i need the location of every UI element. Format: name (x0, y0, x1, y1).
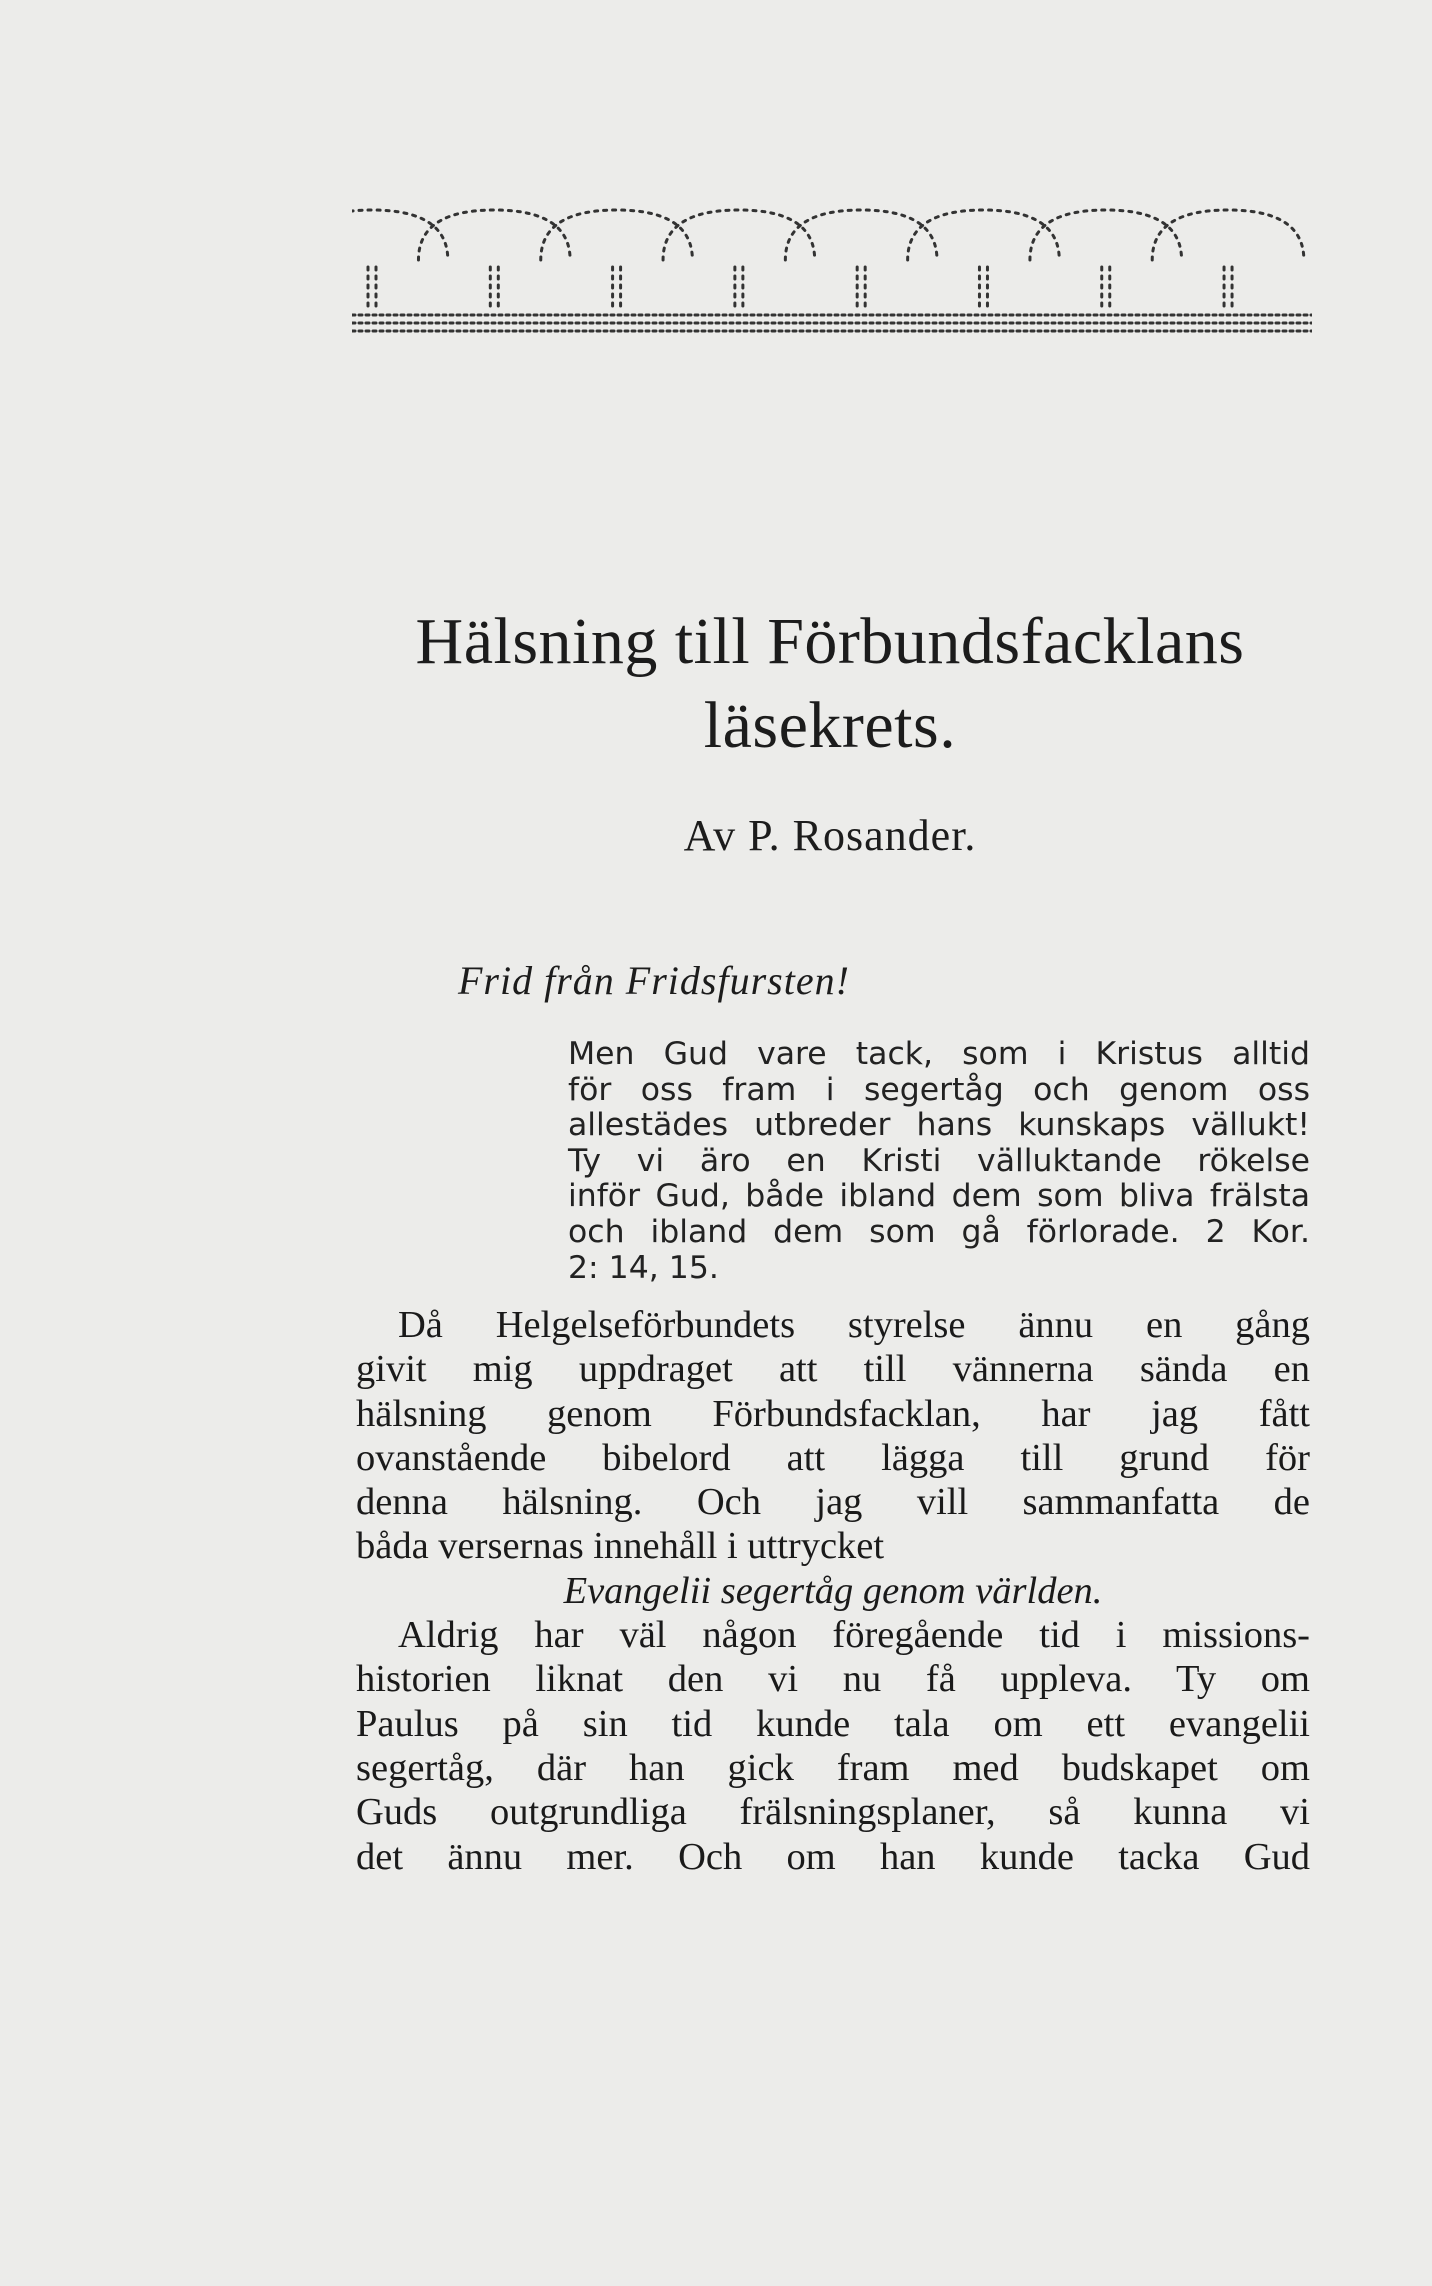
article-title-line-2: läsekrets. (703, 689, 957, 762)
scripture-line: allestädes utbreder hans kunskaps vällukt! (568, 1107, 1310, 1144)
body-line: Guds outgrundliga frälsningsplaner, så kunna vi (356, 1791, 1310, 1834)
ornament-stem (1102, 267, 1110, 310)
body-line: hälsning genom Förbundsfacklan, har jag fått (356, 1392, 1310, 1435)
body-line: denna hälsning. Och jag vill sammanfatta de (356, 1481, 1310, 1524)
scripture-line: för oss fram i segertåg och genom oss (568, 1071, 1310, 1108)
ornament-stem (735, 267, 743, 310)
body-line: ovanstående bibelord att lägga till grund för (356, 1436, 1310, 1479)
scripture-line: Men Gud vare tack, som i Kristus alltid (568, 1036, 1310, 1072)
author-byline: Av P. Rosander. (683, 811, 977, 860)
ornament-stem (857, 267, 865, 310)
body-line: Aldrig har väl någon föregående tid i missions- (398, 1614, 1310, 1657)
ornament-arch (352, 210, 448, 260)
ornament-stem (613, 267, 621, 310)
salutation: Frid från Fridsfursten! (458, 958, 850, 1003)
scripture-line: Ty vi äro en Kristi välluktande rökelse (568, 1142, 1310, 1179)
emphasis-line: Evangelii segertåg genom världen. (563, 1569, 1103, 1612)
ornament-stem (368, 267, 376, 310)
decorative-arch-border (352, 205, 1312, 335)
scripture-line: inför Gud, både ibland dem som bliva frälsta (568, 1178, 1310, 1215)
body-line: segertåg, där han gick fram med budskapet om (356, 1746, 1310, 1789)
body-text (356, 1303, 1310, 1879)
article-title-line-1: Hälsning till Förbundsfacklans (415, 605, 1245, 678)
scripture-line: och ibland dem som gå förlorade. 2 Kor. (568, 1213, 1310, 1250)
body-line: det ännu mer. Och om han kunde tacka Gud (356, 1835, 1310, 1878)
body-line: givit mig uppdraget att till vännerna sända en (356, 1348, 1310, 1391)
body-line: båda versernas innehåll i uttrycket (356, 1525, 885, 1568)
scripture-line: 2: 14, 15. (568, 1249, 719, 1286)
ornament-stem (979, 267, 987, 310)
ornament-stem (1224, 267, 1232, 310)
body-line: Då Helgelseförbundets styrelse ännu en gång (398, 1304, 1310, 1346)
article-title (330, 600, 1330, 768)
body-line: Paulus på sin tid kunde tala om ett evangelii (356, 1702, 1310, 1745)
body-line: historien liknat den vi nu få uppleva. Ty om (356, 1658, 1310, 1701)
scripture-quote (568, 1037, 1310, 1286)
ornament-stem (490, 267, 498, 310)
